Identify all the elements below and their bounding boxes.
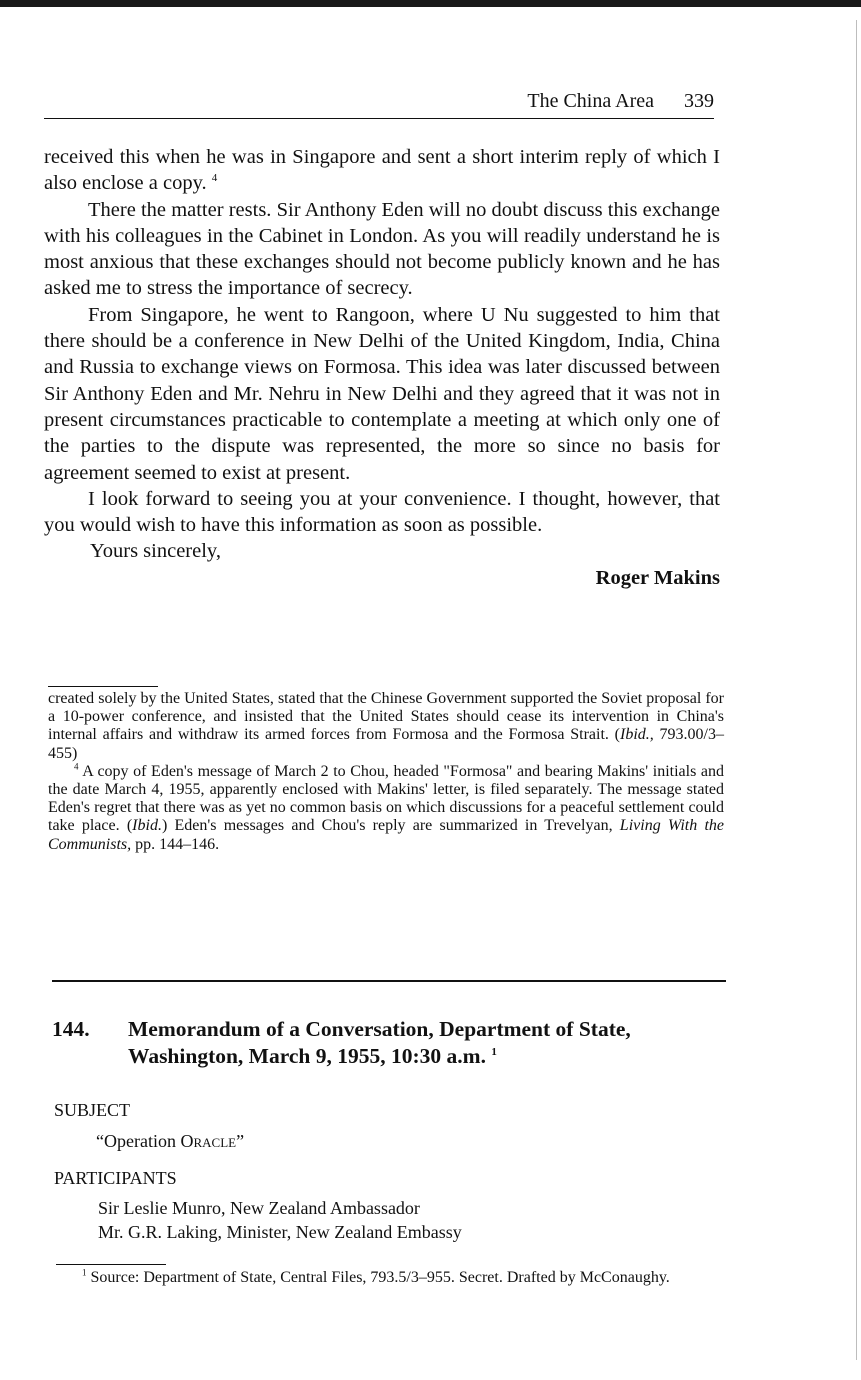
document-heading [52, 1016, 726, 1070]
running-title: The China Area [527, 90, 654, 112]
footnote-rule-2 [56, 1264, 166, 1265]
footnote-ref-4: 4 [211, 172, 218, 185]
letter-paragraph-2: There the matter rests. Sir Anthony Eden will no doubt discuss this exchange with his colleagues in the Cabinet in London. As you will readily understand he is most anxious that these exchanges should not become publicly known and he has asked me to stress the importance of secrecy. [44, 198, 720, 300]
footnote-ref-1: 1 [491, 1045, 497, 1058]
letter-paragraph-3: From Singapore, he went to Rangoon, where U Nu suggested to him that there should be a conference in New Delhi of the United Kingdom, India, China and Russia to exchange views on Formosa. This idea was later discussed between Sir Anthony Eden and Mr. Nehru in New Delhi and they agreed that it was not in present circumstances practicable to contemplate a meeting at which only one of the parties to the dispute was represented, the more so since no basis for agreement seemed to exist at present. [44, 303, 720, 484]
footnote-1-number: 1 [82, 1267, 87, 1278]
header-rule [44, 118, 714, 119]
letter-paragraph-1: received this when he was in Singapore and sent a short interim reply of which I also enclose a copy. $^4$ [44, 146, 720, 195]
participants-list [98, 1196, 462, 1244]
footnote-4: $^4$ A copy of Eden's message of March 2 to Chou, headed "Formosa" and bearing Makins' initials and the date March 4, 1955, apparently enclosed with Makins' letter, is filed separately. The message stated Eden's regret that there was as yet no common basis on which discussions for a peaceful settlement could take place. (Ibid.) Eden's messages and Chou's reply are summarized in Trevelyan, Living With the Communists, pp. 144–146. [48, 761, 725, 853]
footnotes-block [48, 690, 724, 854]
footnote-1: $^1$ Source: Department of State, Central Files, 793.5/3–955. Secret. Drafted by McConaughy. [82, 1267, 670, 1286]
page-right-edge [856, 20, 857, 1360]
section-divider [52, 980, 726, 982]
participant: Mr. G.R. Laking, Minister, New Zealand Embassy [98, 1222, 462, 1242]
footnote-4-number: 4 [74, 761, 79, 772]
subject-value: “Operation Oracle” [96, 1131, 245, 1151]
letter-body [44, 144, 720, 591]
subject-label: SUBJECT [54, 1100, 131, 1120]
document-number: 144. [52, 1017, 90, 1041]
letter-signature: Roger Makins [595, 566, 720, 589]
letter-paragraph-4: I look forward to seeing you at your convenience. I thought, however, that you would wish to have this information as soon as possible. [44, 487, 720, 537]
page-top-border [0, 0, 861, 7]
document-title: Memorandum of a Conversation, Department of State, Washington, March 9, 1955, 10:30 a.m. $^1$ [128, 1017, 631, 1068]
running-header [44, 88, 714, 114]
footnote-rule [48, 686, 158, 687]
participant: Sir Leslie Munro, New Zealand Ambassador [98, 1198, 420, 1218]
subject-codeword: Oracle [180, 1131, 237, 1151]
footnote-continued: created solely by the United States, stated that the Chinese Government supported the Soviet proposal for a 10-power conference, and insisted that the United States should cease its intervention in China's internal affairs and withdraw its armed forces from Formosa and the Formosa Strait. (Ibid., 793.00/3–455) [48, 690, 725, 762]
participants-label: PARTICIPANTS [54, 1168, 177, 1188]
letter-closing: Yours sincerely, [90, 540, 221, 563]
page-number: 339 [684, 90, 714, 112]
